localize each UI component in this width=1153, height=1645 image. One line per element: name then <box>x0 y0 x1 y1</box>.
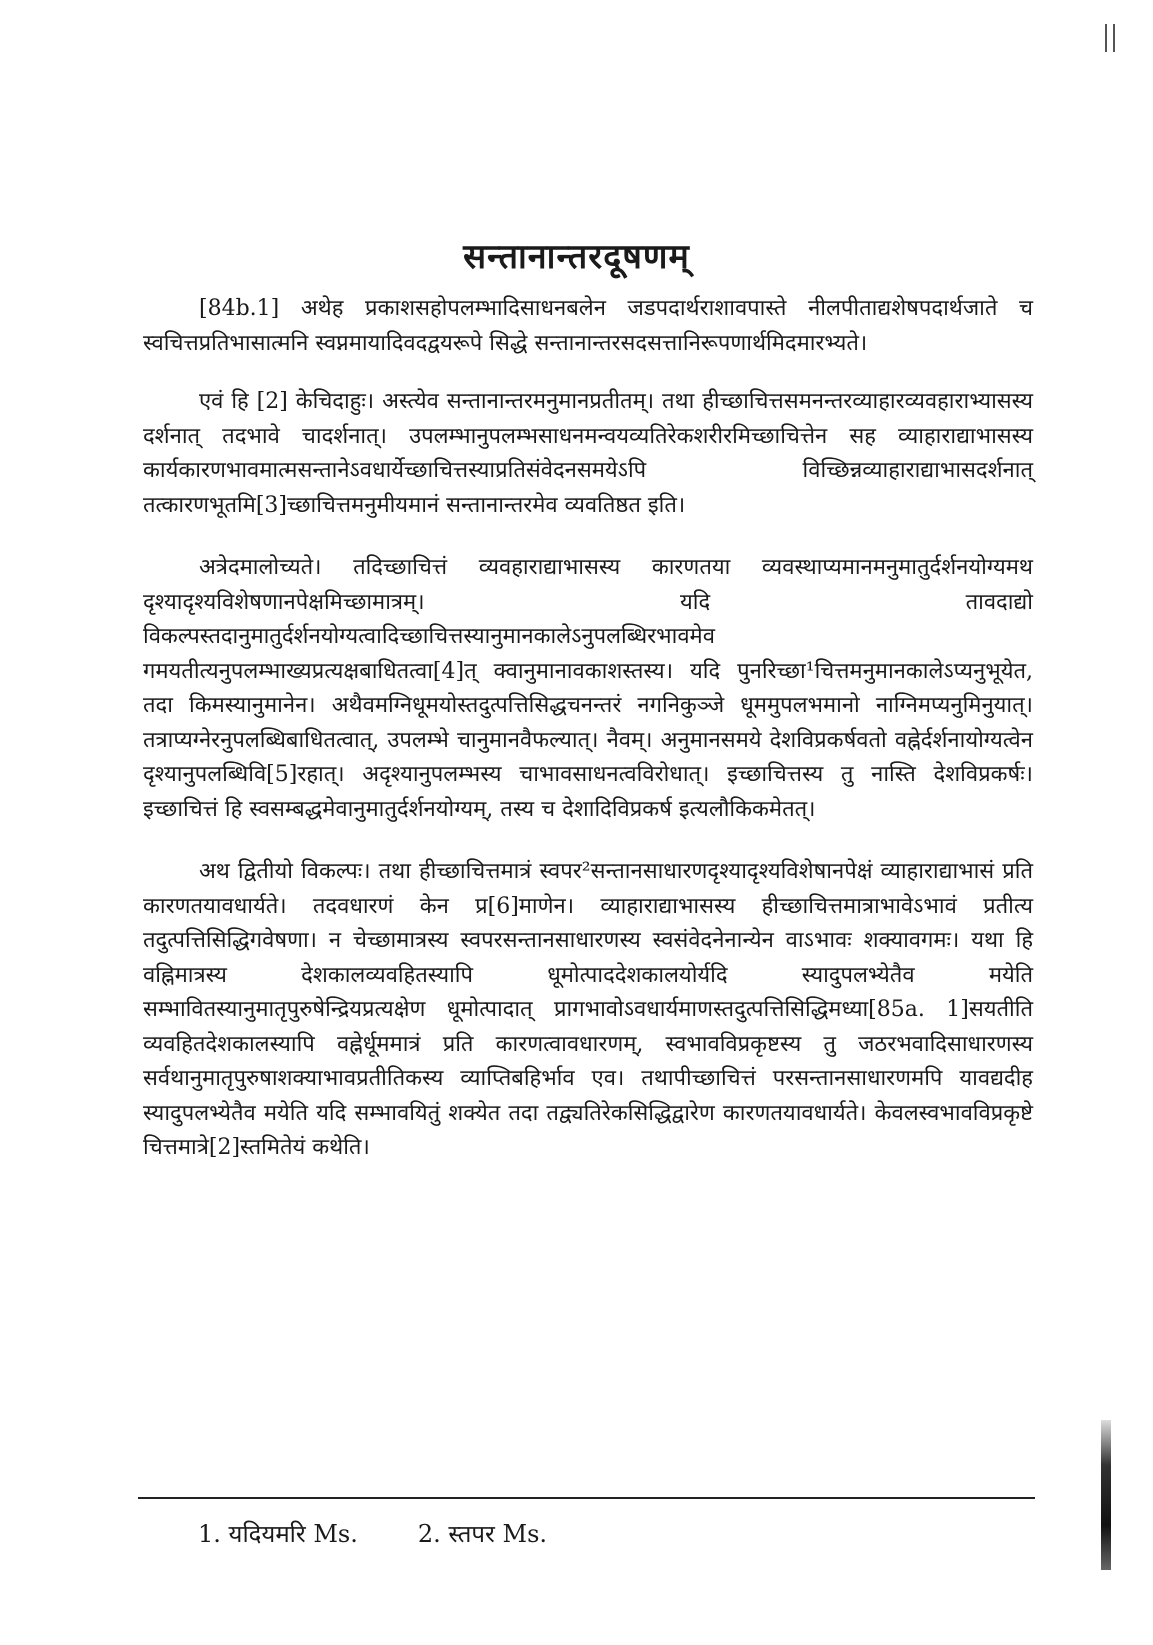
scan-edge-artifact <box>1101 1420 1111 1570</box>
footnote-rule <box>138 1497 1035 1499</box>
body-text <box>143 292 1033 1194</box>
paragraph-1: [84b.1] अथेह प्रकाशसहोपलम्भादिसाधनबलेन जडपदार्थराशावपास्ते नीलपीताद्यशेषपदार्थजाते च स्वचित्तप्रतिभासात्मनि स्वप्नमायादिवदद्वयरूपे सिद्धे सन्तानान्तरसदसत्तानिरूपणार्थमिदमारभ्यते। <box>143 296 1033 356</box>
paragraph-2: एवं हि [2] केचिदाहुः। अस्त्येव सन्तानान्तरमनुमानप्रतीतम्। तथा हीच्छाचित्तसमनन्तरव्याहारव्यवहाराभ्यासस्य दर्शनात् तदभावे चादर्शनात्। उपलम्भानुपलम्भसाधनमन्वयव्यतिरेकशरीरमिच्छाचित्तेन सह व्याहाराद्याभासस्य कार्यकारणभावमात्मसन्तानेऽवधार्येच्छाचित्तस्याप्रतिसंवेदनसमयेऽपि विच्छिन्नव्याहाराद्याभासदर्शनात् तत्कारणभूतमि[3]च्छाचित्तमनुमीयमानं सन्तानान्तरमेव व्यवतिष्ठत इति। <box>143 389 1033 518</box>
page-title: सन्तानान्तरदूषणम् <box>463 237 690 277</box>
footnote-2: 2. स्तपर Ms. <box>417 1520 548 1548</box>
paragraph-4: अथ द्वितीयो विकल्पः। तथा हीच्छाचित्तमात्रं स्वपर²सन्तानसाधारणदृश्यादृश्यविशेषानपेक्षं व्याहाराद्याभासं प्रति कारणतयावधार्यते। तदवधारणं केन प्र[6]माणेन। व्याहाराद्याभासस्य हीच्छाचित्तमात्राभावेऽभावं प्रतीत्य तदुत्पत्तिसिद्धिगवेषणा। न चेच्छामात्रस्य स्वपरसन्तानसाधारणस्य स्वसंवेदनेनान्येन वाऽभावः शक्यावगमः। यथा हि वह्निमात्रस्य देशकालव्यवहितस्यापि धूमोत्पाददेशकालयोर्यदि स्यादुपलभ्येतैव मयेति सम्भावितस्यानुमातृपुरुषेन्द्रियप्रत्यक्षेण धूमोत्पादात् प्रागभावोऽवधार्यमाणस्तदुत्पत्तिसिद्धिमध्या[85a. 1]सयतीति व्यवहितदेशकालस्यापि वह्नेर्धूममात्रं प्रति कारणत्वावधारणम्, स्वभावविप्रकृष्टस्य तु जठरभवादिसाधारणस्य सर्वथानुमातृपुरुषाशक्याभावप्रतीतिकस्य व्याप्तिबहिर्भाव एव। तथापीच्छाचित्तं परसन्तानसाधारणमपि यावद्यदीह स्यादुपलभ्येतैव मयेति यदि सम्भावयितुं शक्येत तदा तद्व्यतिरेकसिद्धिद्वारेण कारणतयावधार्यते। केवलस्वभावविप्रकृष्टे चित्तमात्रे[2]स्तमितेयं कथेति। <box>143 859 1033 1160</box>
footnotes <box>198 1517 547 1550</box>
paragraph-3: अत्रेदमालोच्यते। तदिच्छाचित्तं व्यवहाराद्याभासस्य कारणतया व्यवस्थाप्यमानमनुमातुर्दर्शनयोग्यमथ दृश्यादृश्यविशेषणानपेक्षमिच्छामात्रम्। यदि तावदाद्यो विकल्पस्तदानुमातुर्दर्शनयोग्यत्वादिच्छाचित्तस्यानुमानकालेऽनुपलब्धिरभावमेव गमयतीत्यनुपलम्भाख्यप्रत्यक्षबाधितत्वा[4]त् क्वानुमानावकाशस्तस्य। यदि पुनरिच्छा¹चित्तमनुमानकालेऽप्यनुभूयेत, तदा किमस्यानुमानेन। अथैवमग्निधूमयोस्तदुत्पत्तिसिद्धचनन्तरं नगनिकुञ्जे धूममुपलभमानो नाग्निमप्यनुमिनुयात्। तत्राप्यग्नेरनुपलब्धिबाधितत्वात्, उपलम्भे चानुमानवैफल्यात्। नैवम्। अनुमानसमये देशविप्रकर्षवतो वह्नेर्दर्शनायोग्यत्वेन दृश्यानुपलब्धिवि[5]रहात्। अदृश्यानुपलम्भस्य चाभावसाधनत्वविरोधात्। इच्छाचित्तस्य तु नास्ति देशविप्रकर्षः। इच्छाचित्तं हि स्वसम्बद्धमेवानुमातुर्दर्शनयोग्यम्, तस्य च देशादिविप्रकर्ष इत्यलौकिकमेतत्। <box>143 555 1033 822</box>
scan-mark <box>1105 24 1115 52</box>
footnote-1: 1. यदियमरि Ms. <box>198 1520 358 1548</box>
